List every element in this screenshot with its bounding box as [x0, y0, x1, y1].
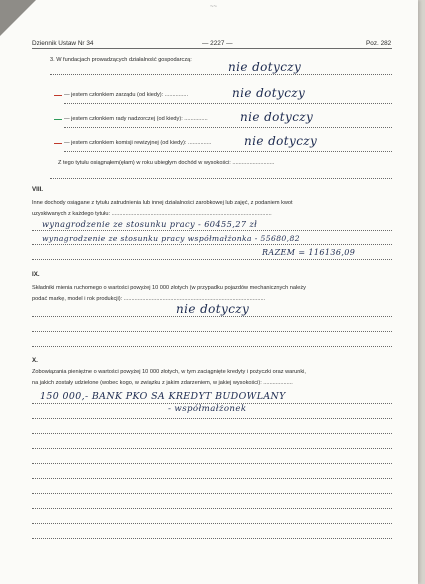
section-text: podać markę, model i rok produkcji): ...........................................................................................	[32, 296, 266, 302]
fill-line	[32, 316, 392, 317]
section-number: VIII.	[32, 186, 44, 193]
fill-line	[32, 463, 392, 464]
top-mark: ~~	[210, 4, 218, 10]
board-member-answer: nie dotyczy	[232, 86, 306, 100]
handwritten-liability: 150 000,- BANK PKO SA KREDYT BUDOWLANY	[40, 391, 286, 402]
header-position: Poz. 282	[366, 40, 392, 47]
fill-line	[64, 103, 392, 104]
handwritten-income-1: wynagrodzenie ze stosunku pracy - 60455,27 zł	[42, 219, 258, 229]
fill-line	[64, 151, 392, 152]
supervisory-member-label: — jestem członkiem rady nadzorczej (od kiedy): ...............	[64, 116, 208, 122]
fill-line	[32, 346, 392, 347]
section-text: Inne dochody osiągane z tytułu zatrudnienia lub innej działalności zarobkowej lub zajęć, z podaniem kwot	[32, 200, 293, 206]
section-number: X.	[32, 357, 38, 364]
fill-line	[32, 230, 392, 231]
header-page-number: — 2227 —	[202, 40, 233, 47]
fill-line	[32, 493, 392, 494]
section-text: Składniki mienia ruchomego o wartości powyżej 10 000 złotych (w przypadku pojazdów mechanicznych należy	[32, 285, 306, 291]
fill-line	[32, 433, 392, 434]
item3-question: 3. W fundacjach prowadzących działalność gospodarczą:	[50, 57, 192, 63]
fill-line	[64, 127, 392, 128]
fill-line	[32, 538, 392, 539]
green-dash-marker	[54, 119, 62, 120]
red-dash-marker	[54, 143, 62, 144]
handwritten-income-2: wynagrodzenie ze stosunku pracy współmałżonka - 55680,82	[42, 234, 300, 243]
audit-member-label: — jestem członkiem komisji rewizyjnej (od kiedy): ...............	[64, 140, 212, 146]
handwritten-movable-assets: nie dotyczy	[176, 302, 250, 316]
header-rule	[32, 48, 392, 49]
fill-line	[50, 178, 392, 179]
section-text: na jakich zostały udzielone (wobec kogo, w związku z jakim zdarzeniem, w jakiej wysokości): ...................	[32, 380, 293, 386]
board-member-label: — jestem członkiem zarządu (od kiedy): ...............	[64, 92, 189, 98]
fill-line	[32, 523, 392, 524]
fill-line	[32, 418, 392, 419]
fill-line	[32, 244, 392, 245]
red-dash-marker	[54, 95, 62, 96]
handwritten-income-total: RAZEM = 116136,09	[262, 248, 356, 257]
audit-member-answer: nie dotyczy	[244, 134, 318, 148]
header-journal: Dziennik Ustaw Nr 34	[32, 40, 94, 47]
fill-line	[32, 478, 392, 479]
handwritten-liability-note: - współmałżonek	[168, 404, 247, 414]
item3-answer: nie dotyczy	[228, 60, 302, 74]
fill-line	[32, 259, 392, 260]
supervisory-member-answer: nie dotyczy	[240, 110, 314, 124]
section-text: Zobowiązania pieniężne o wartości powyżej 10 000 złotych, w tym zaciągnięte kredyty i pożyczki oraz warunki,	[32, 369, 306, 375]
fill-line	[32, 331, 392, 332]
section-number: IX.	[32, 271, 40, 278]
fill-line	[32, 448, 392, 449]
fill-line	[32, 508, 392, 509]
page-fold-corner	[0, 0, 36, 36]
section-text: uzyskiwanych z każdego tytułu: .......................................................................................................	[32, 211, 272, 217]
item3-income: Z tego tytułu osiągnąłem(ęłam) w roku ubiegłym dochód w wysokości: ...........................	[58, 160, 275, 166]
fill-line	[50, 74, 392, 75]
